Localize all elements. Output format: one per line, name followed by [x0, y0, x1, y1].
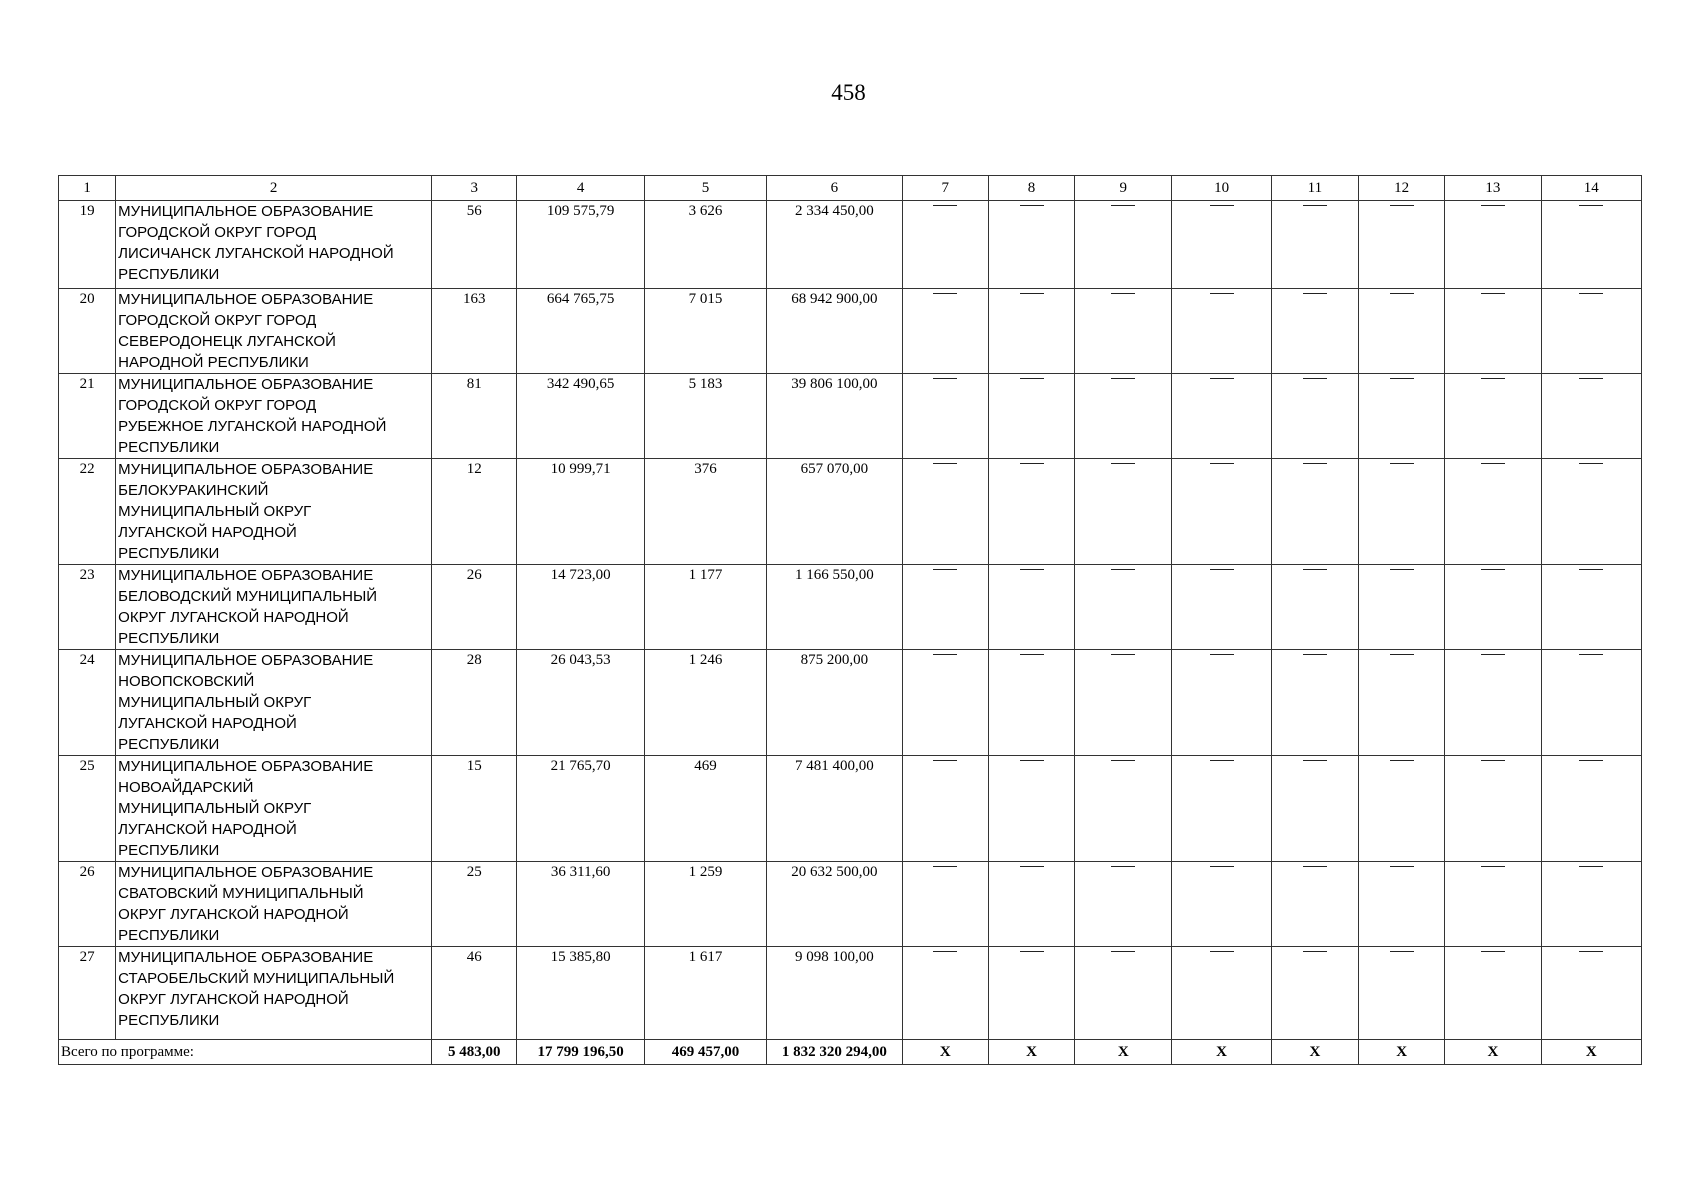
col-5-value: 1 259 [644, 862, 766, 947]
empty-dash-cell [1541, 650, 1641, 756]
municipality-name-line: МУНИЦИПАЛЬНОЕ ОБРАЗОВАНИЕ [118, 864, 374, 881]
col-3-value: 12 [432, 459, 517, 565]
empty-dash-cell [1359, 862, 1445, 947]
municipality-name [116, 201, 432, 289]
municipality-name-line: РУБЕЖНОЕ ЛУГАНСКОЙ НАРОДНОЙ [118, 418, 387, 435]
empty-dash-cell [902, 565, 988, 650]
total-x-mark: X [1359, 1040, 1445, 1065]
dash-mark [1481, 866, 1505, 867]
empty-dash-cell [1172, 862, 1271, 947]
empty-dash-cell [1359, 650, 1445, 756]
dash-mark [1210, 463, 1234, 464]
dash-mark [933, 951, 957, 952]
municipality-name-line: РЕСПУБЛИКИ [118, 842, 220, 859]
col-6-value: 68 942 900,00 [767, 289, 902, 374]
col-5-value: 469 [644, 756, 766, 862]
column-header: 7 [902, 176, 988, 201]
col-4-value: 26 043,53 [517, 650, 644, 756]
empty-dash-cell [1172, 756, 1271, 862]
dash-mark [1020, 463, 1044, 464]
col-3-value: 56 [432, 201, 517, 289]
row-number: 21 [59, 374, 116, 459]
empty-dash-cell [988, 947, 1074, 1040]
col-5-value: 7 015 [644, 289, 766, 374]
empty-dash-cell [1445, 862, 1541, 947]
empty-dash-cell [1359, 201, 1445, 289]
empty-dash-cell [1359, 374, 1445, 459]
dash-mark [933, 293, 957, 294]
dash-mark [1303, 866, 1327, 867]
dash-mark [1481, 569, 1505, 570]
municipality-name-line: БЕЛОКУРАКИНСКИЙ [118, 482, 269, 499]
column-header: 3 [432, 176, 517, 201]
col-6-value: 2 334 450,00 [767, 201, 902, 289]
dash-mark [1111, 463, 1135, 464]
total-x-mark: X [1445, 1040, 1541, 1065]
empty-dash-cell [1075, 650, 1172, 756]
empty-dash-cell [1541, 565, 1641, 650]
empty-dash-cell [1075, 374, 1172, 459]
total-x-mark: X [1075, 1040, 1172, 1065]
dash-mark [1390, 205, 1414, 206]
dash-mark [1210, 293, 1234, 294]
column-header: 14 [1541, 176, 1641, 201]
row-number: 27 [59, 947, 116, 1040]
dash-mark [1303, 293, 1327, 294]
total-c5-value: 469 457,00 [644, 1040, 766, 1065]
column-header: 10 [1172, 176, 1271, 201]
empty-dash-cell [1075, 862, 1172, 947]
dash-mark [1020, 866, 1044, 867]
dash-mark [1020, 654, 1044, 655]
table-row [59, 374, 1642, 459]
dash-mark [1210, 654, 1234, 655]
dash-mark [1303, 951, 1327, 952]
dash-mark [1111, 951, 1135, 952]
dash-mark [1481, 654, 1505, 655]
dash-mark [1390, 760, 1414, 761]
dash-mark [1020, 378, 1044, 379]
col-5-value: 5 183 [644, 374, 766, 459]
row-number: 24 [59, 650, 116, 756]
municipality-name-line: ЛУГАНСКОЙ НАРОДНОЙ [118, 524, 297, 541]
col-3-value: 26 [432, 565, 517, 650]
municipality-name-line: ЛИСИЧАНСК ЛУГАНСКОЙ НАРОДНОЙ [118, 245, 394, 262]
empty-dash-cell [988, 565, 1074, 650]
empty-dash-cell [1172, 565, 1271, 650]
col-4-value: 14 723,00 [517, 565, 644, 650]
municipality-name [116, 947, 432, 1040]
dash-mark [1303, 760, 1327, 761]
col-5-value: 1 617 [644, 947, 766, 1040]
column-header: 1 [59, 176, 116, 201]
dash-mark [1579, 378, 1603, 379]
municipality-name-line: ГОРОДСКОЙ ОКРУГ ГОРОД [118, 397, 317, 414]
col-3-value: 15 [432, 756, 517, 862]
col-4-value: 10 999,71 [517, 459, 644, 565]
dash-mark [1579, 205, 1603, 206]
col-3-value: 163 [432, 289, 517, 374]
empty-dash-cell [1541, 374, 1641, 459]
empty-dash-cell [1445, 650, 1541, 756]
empty-dash-cell [902, 756, 988, 862]
empty-dash-cell [1172, 459, 1271, 565]
municipality-name-line: РЕСПУБЛИКИ [118, 927, 220, 944]
municipality-name-line: МУНИЦИПАЛЬНОЕ ОБРАЗОВАНИЕ [118, 376, 374, 393]
municipality-name-line: МУНИЦИПАЛЬНОЕ ОБРАЗОВАНИЕ [118, 652, 374, 669]
municipality-name-line: МУНИЦИПАЛЬНОЕ ОБРАЗОВАНИЕ [118, 203, 374, 220]
dash-mark [933, 760, 957, 761]
empty-dash-cell [1075, 289, 1172, 374]
dash-mark [1020, 951, 1044, 952]
table-row [59, 201, 1642, 289]
dash-mark [1390, 378, 1414, 379]
empty-dash-cell [1271, 650, 1358, 756]
table-row [59, 289, 1642, 374]
empty-dash-cell [1271, 947, 1358, 1040]
total-x-mark: X [1541, 1040, 1641, 1065]
dash-mark [1579, 866, 1603, 867]
table-row [59, 459, 1642, 565]
table-header-row [59, 176, 1642, 201]
dash-mark [1303, 654, 1327, 655]
col-5-value: 3 626 [644, 201, 766, 289]
dash-mark [933, 569, 957, 570]
dash-mark [1111, 654, 1135, 655]
total-c3-value: 5 483,00 [432, 1040, 517, 1065]
empty-dash-cell [1541, 459, 1641, 565]
dash-mark [1390, 866, 1414, 867]
total-x-mark: X [1271, 1040, 1358, 1065]
municipality-name-line: НАРОДНОЙ РЕСПУБЛИКИ [118, 354, 309, 371]
empty-dash-cell [1172, 374, 1271, 459]
municipality-name-line: МУНИЦИПАЛЬНОЕ ОБРАЗОВАНИЕ [118, 949, 374, 966]
municipality-name-line: ОКРУГ ЛУГАНСКОЙ НАРОДНОЙ [118, 609, 349, 626]
dash-mark [1111, 378, 1135, 379]
dash-mark [1390, 463, 1414, 464]
dash-mark [1210, 951, 1234, 952]
total-row [59, 1040, 1642, 1065]
empty-dash-cell [1445, 459, 1541, 565]
empty-dash-cell [1172, 201, 1271, 289]
dash-mark [1481, 205, 1505, 206]
municipality-name-line: БЕЛОВОДСКИЙ МУНИЦИПАЛЬНЫЙ [118, 588, 378, 605]
row-number: 25 [59, 756, 116, 862]
col-5-value: 376 [644, 459, 766, 565]
dash-mark [1579, 569, 1603, 570]
municipality-name-line: МУНИЦИПАЛЬНЫЙ ОКРУГ [118, 503, 312, 520]
dash-mark [1303, 378, 1327, 379]
municipality-name-line: СВАТОВСКИЙ МУНИЦИПАЛЬНЫЙ [118, 885, 364, 902]
empty-dash-cell [1541, 201, 1641, 289]
empty-dash-cell [988, 862, 1074, 947]
dash-mark [1579, 760, 1603, 761]
column-header: 2 [116, 176, 432, 201]
empty-dash-cell [902, 459, 988, 565]
empty-dash-cell [1359, 289, 1445, 374]
row-number: 19 [59, 201, 116, 289]
row-number: 26 [59, 862, 116, 947]
dash-mark [1390, 654, 1414, 655]
municipality-name-line: РЕСПУБЛИКИ [118, 266, 220, 283]
municipality-name-line: МУНИЦИПАЛЬНОЕ ОБРАЗОВАНИЕ [118, 567, 374, 584]
column-header: 11 [1271, 176, 1358, 201]
column-header: 6 [767, 176, 902, 201]
col-6-value: 657 070,00 [767, 459, 902, 565]
dash-mark [1481, 760, 1505, 761]
column-header: 8 [988, 176, 1074, 201]
municipality-name-line: МУНИЦИПАЛЬНОЕ ОБРАЗОВАНИЕ [118, 461, 374, 478]
total-label: Всего по программе: [59, 1040, 432, 1065]
municipality-name [116, 459, 432, 565]
empty-dash-cell [902, 289, 988, 374]
col-4-value: 109 575,79 [517, 201, 644, 289]
table-row [59, 565, 1642, 650]
col-6-value: 9 098 100,00 [767, 947, 902, 1040]
municipality-name [116, 650, 432, 756]
dash-mark [1020, 205, 1044, 206]
dash-mark [1020, 293, 1044, 294]
empty-dash-cell [1445, 374, 1541, 459]
empty-dash-cell [902, 201, 988, 289]
empty-dash-cell [1271, 862, 1358, 947]
col-3-value: 25 [432, 862, 517, 947]
empty-dash-cell [1075, 201, 1172, 289]
dash-mark [1303, 205, 1327, 206]
empty-dash-cell [1359, 459, 1445, 565]
dash-mark [1579, 654, 1603, 655]
dash-mark [1579, 951, 1603, 952]
empty-dash-cell [988, 756, 1074, 862]
municipality-name [116, 565, 432, 650]
empty-dash-cell [902, 862, 988, 947]
dash-mark [1481, 951, 1505, 952]
empty-dash-cell [1075, 756, 1172, 862]
municipality-name-line: МУНИЦИПАЛЬНОЕ ОБРАЗОВАНИЕ [118, 758, 374, 775]
municipality-name-line: НОВОАЙДАРСКИЙ [118, 779, 254, 796]
empty-dash-cell [1541, 756, 1641, 862]
municipality-name-line: РЕСПУБЛИКИ [118, 1012, 220, 1029]
table-row [59, 756, 1642, 862]
empty-dash-cell [902, 374, 988, 459]
municipality-name-line: ОКРУГ ЛУГАНСКОЙ НАРОДНОЙ [118, 906, 349, 923]
dash-mark [933, 378, 957, 379]
dash-mark [1579, 293, 1603, 294]
empty-dash-cell [988, 459, 1074, 565]
dash-mark [1303, 463, 1327, 464]
empty-dash-cell [1271, 459, 1358, 565]
empty-dash-cell [1445, 565, 1541, 650]
empty-dash-cell [1271, 289, 1358, 374]
dash-mark [1481, 378, 1505, 379]
column-header: 9 [1075, 176, 1172, 201]
col-3-value: 28 [432, 650, 517, 756]
municipality-name-line: РЕСПУБЛИКИ [118, 439, 220, 456]
municipality-name [116, 374, 432, 459]
municipality-name [116, 862, 432, 947]
empty-dash-cell [1359, 947, 1445, 1040]
col-6-value: 7 481 400,00 [767, 756, 902, 862]
dash-mark [1210, 866, 1234, 867]
dash-mark [1111, 293, 1135, 294]
empty-dash-cell [902, 947, 988, 1040]
column-header: 12 [1359, 176, 1445, 201]
dash-mark [933, 866, 957, 867]
empty-dash-cell [988, 201, 1074, 289]
dash-mark [1210, 569, 1234, 570]
municipality-name-line: РЕСПУБЛИКИ [118, 736, 220, 753]
row-number: 22 [59, 459, 116, 565]
table-row [59, 862, 1642, 947]
empty-dash-cell [988, 374, 1074, 459]
dash-mark [933, 463, 957, 464]
total-c6-value: 1 832 320 294,00 [767, 1040, 902, 1065]
empty-dash-cell [1172, 289, 1271, 374]
dash-mark [1111, 866, 1135, 867]
col-3-value: 46 [432, 947, 517, 1040]
row-number: 20 [59, 289, 116, 374]
dash-mark [1481, 463, 1505, 464]
empty-dash-cell [1172, 650, 1271, 756]
col-4-value: 664 765,75 [517, 289, 644, 374]
municipality-name-line: ЛУГАНСКОЙ НАРОДНОЙ [118, 821, 297, 838]
col-3-value: 81 [432, 374, 517, 459]
dash-mark [1210, 760, 1234, 761]
dash-mark [1390, 951, 1414, 952]
dash-mark [1579, 463, 1603, 464]
municipality-name-line: СЕВЕРОДОНЕЦК ЛУГАНСКОЙ [118, 333, 336, 350]
municipality-name-line: МУНИЦИПАЛЬНЫЙ ОКРУГ [118, 800, 312, 817]
empty-dash-cell [1271, 374, 1358, 459]
col-6-value: 20 632 500,00 [767, 862, 902, 947]
municipality-name-line: МУНИЦИПАЛЬНОЕ ОБРАЗОВАНИЕ [118, 291, 374, 308]
column-header: 13 [1445, 176, 1541, 201]
empty-dash-cell [1172, 947, 1271, 1040]
municipality-name-line: РЕСПУБЛИКИ [118, 630, 220, 647]
column-header: 5 [644, 176, 766, 201]
municipality-name-line: ГОРОДСКОЙ ОКРУГ ГОРОД [118, 312, 317, 329]
total-x-mark: X [1172, 1040, 1271, 1065]
col-5-value: 1 177 [644, 565, 766, 650]
empty-dash-cell [1271, 756, 1358, 862]
empty-dash-cell [1271, 201, 1358, 289]
dash-mark [1481, 293, 1505, 294]
col-6-value: 875 200,00 [767, 650, 902, 756]
total-x-mark: X [902, 1040, 988, 1065]
empty-dash-cell [1541, 947, 1641, 1040]
empty-dash-cell [1075, 459, 1172, 565]
row-number: 23 [59, 565, 116, 650]
dash-mark [1390, 293, 1414, 294]
table-row [59, 650, 1642, 756]
municipality-name-line: РЕСПУБЛИКИ [118, 545, 220, 562]
col-6-value: 39 806 100,00 [767, 374, 902, 459]
empty-dash-cell [1541, 289, 1641, 374]
municipality-name [116, 289, 432, 374]
empty-dash-cell [1445, 289, 1541, 374]
dash-mark [1210, 205, 1234, 206]
municipality-name-line: СТАРОБЕЛЬСКИЙ МУНИЦИПАЛЬНЫЙ [118, 970, 395, 987]
column-header: 4 [517, 176, 644, 201]
empty-dash-cell [1271, 565, 1358, 650]
empty-dash-cell [1075, 565, 1172, 650]
dash-mark [933, 654, 957, 655]
municipality-name-line: ОКРУГ ЛУГАНСКОЙ НАРОДНОЙ [118, 991, 349, 1008]
col-4-value: 342 490,65 [517, 374, 644, 459]
dash-mark [1020, 760, 1044, 761]
empty-dash-cell [1359, 565, 1445, 650]
empty-dash-cell [1445, 947, 1541, 1040]
municipality-name [116, 756, 432, 862]
dash-mark [1210, 378, 1234, 379]
dash-mark [1020, 569, 1044, 570]
dash-mark [1390, 569, 1414, 570]
municipality-name-line: МУНИЦИПАЛЬНЫЙ ОКРУГ [118, 694, 312, 711]
program-table [58, 175, 1642, 1065]
col-6-value: 1 166 550,00 [767, 565, 902, 650]
total-c4-value: 17 799 196,50 [517, 1040, 644, 1065]
dash-mark [1111, 569, 1135, 570]
empty-dash-cell [902, 650, 988, 756]
col-4-value: 21 765,70 [517, 756, 644, 862]
empty-dash-cell [1445, 756, 1541, 862]
empty-dash-cell [1445, 201, 1541, 289]
empty-dash-cell [988, 289, 1074, 374]
dash-mark [1303, 569, 1327, 570]
dash-mark [1111, 205, 1135, 206]
page-number: 458 [831, 80, 866, 105]
col-4-value: 36 311,60 [517, 862, 644, 947]
col-4-value: 15 385,80 [517, 947, 644, 1040]
empty-dash-cell [1541, 862, 1641, 947]
dash-mark [933, 205, 957, 206]
col-5-value: 1 246 [644, 650, 766, 756]
empty-dash-cell [1359, 756, 1445, 862]
municipality-name-line: ЛУГАНСКОЙ НАРОДНОЙ [118, 715, 297, 732]
table-row [59, 947, 1642, 1040]
dash-mark [1111, 760, 1135, 761]
municipality-name-line: НОВОПСКОВСКИЙ [118, 673, 255, 690]
empty-dash-cell [988, 650, 1074, 756]
municipality-name-line: ГОРОДСКОЙ ОКРУГ ГОРОД [118, 224, 317, 241]
total-x-mark: X [988, 1040, 1074, 1065]
empty-dash-cell [1075, 947, 1172, 1040]
